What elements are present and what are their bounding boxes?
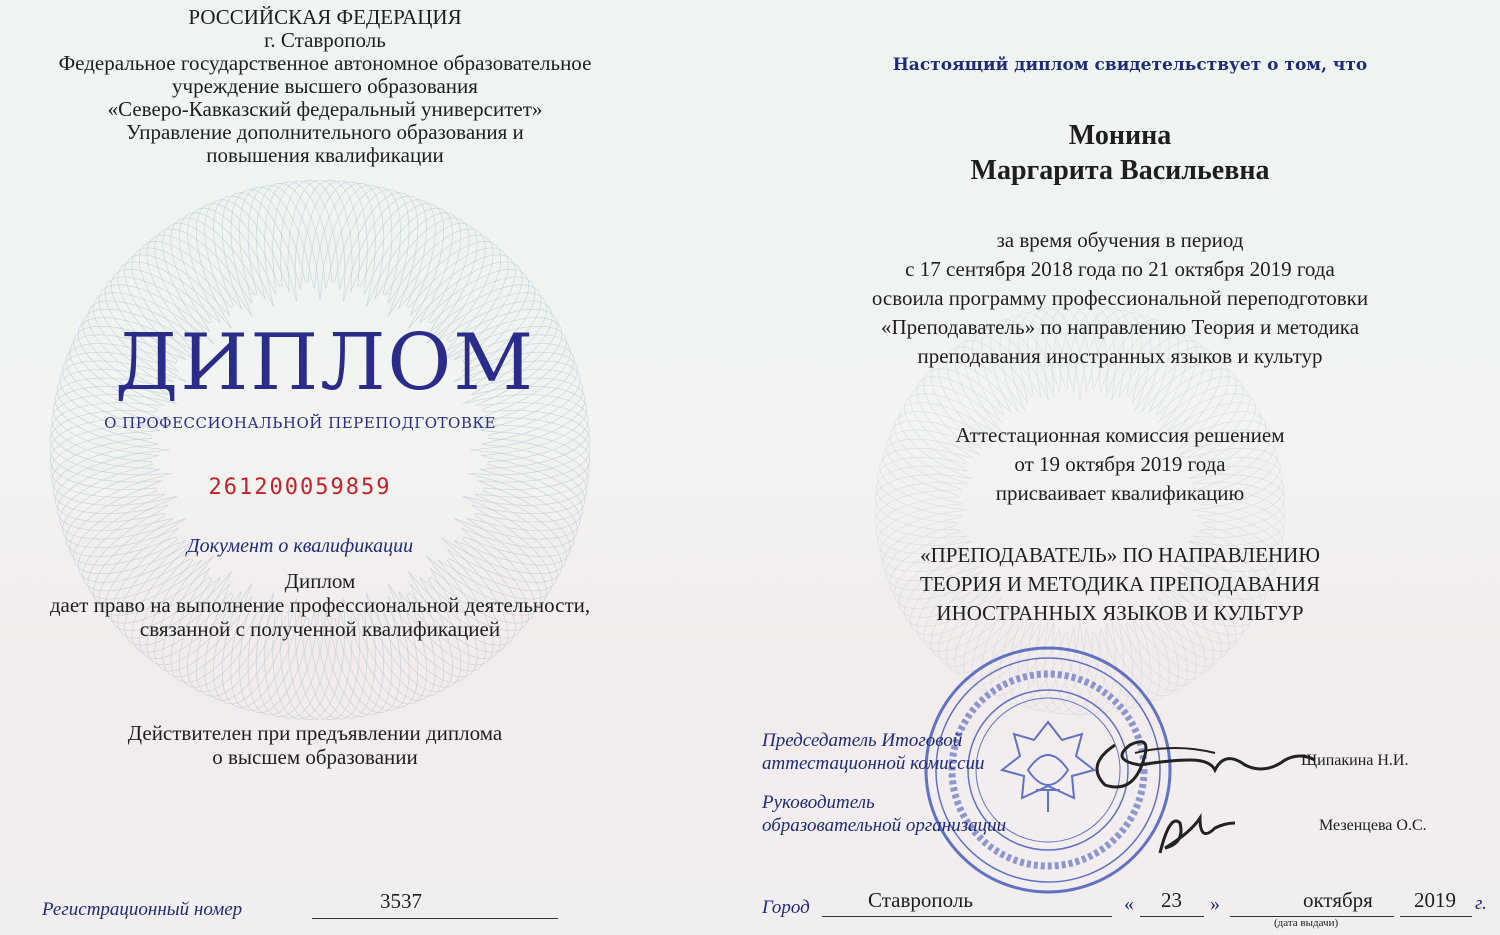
chair-name: Щипакина Н.И. — [1301, 752, 1409, 769]
study-line: освоила программу профессиональной переподготовки — [871, 286, 1369, 310]
header-org-line2: учреждение высшего образования — [172, 74, 478, 98]
intro-text: Настоящий диплом свидетельствует о том, что — [892, 55, 1368, 75]
document-title: ДИПЛОМ — [114, 318, 536, 408]
commission-line: от 19 октября 2019 года — [1014, 452, 1226, 476]
rights-line: связанной с полученной квалификацией — [139, 617, 501, 641]
date-open-quote: « — [1124, 893, 1134, 915]
head-signature-label — [762, 791, 1006, 837]
issue-month: октября — [1303, 888, 1373, 912]
validity-line: Действителен при предъявлении диплома — [127, 721, 503, 745]
city-value: Ставрополь — [868, 888, 973, 912]
study-line: «Преподаватель» по направлению Теория и методика — [880, 315, 1360, 339]
date-close-quote: » — [1210, 893, 1220, 915]
qualification-line: ИНОСТРАННЫХ ЯЗЫКОВ И КУЛЬТУР — [936, 601, 1304, 625]
registration-number: 3537 — [380, 889, 422, 913]
study-line: с 17 сентября 2018 года по 21 октября 2019 года — [905, 257, 1335, 281]
guilloche-rosette-left — [40, 170, 600, 730]
year-underline — [1400, 916, 1472, 917]
header-university: «Северо-Кавказский федеральный университет» — [107, 97, 543, 121]
header-department-line2: повышения квалификации — [206, 143, 444, 167]
chair-label-line: Председатель Итоговой — [762, 730, 963, 751]
qualification-line: «ПРЕПОДАВАТЕЛЬ» ПО НАПРАВЛЕНИЮ — [920, 543, 1320, 567]
chair-label-line: аттестационной комиссии — [762, 753, 985, 774]
issue-date-note: (дата выдачи) — [1274, 917, 1339, 929]
qualification-awarded — [740, 541, 1500, 628]
head-label-line: образовательной организации — [762, 815, 1007, 836]
registration-underline — [312, 918, 558, 919]
registration-label: Регистрационный номер — [42, 899, 243, 920]
recipient-name — [740, 118, 1500, 188]
head-name: Мезенцева О.С. — [1319, 817, 1427, 834]
document-subtitle: О ПРОФЕССИОНАЛЬНОЙ ПЕРЕПОДГОТОВКЕ — [104, 414, 496, 432]
commission-line: Аттестационная комиссия решением — [955, 423, 1285, 447]
recipient-given-names: Маргарита Васильевна — [970, 155, 1270, 186]
header-department-line1: Управление дополнительного образования и — [126, 120, 524, 144]
header-org-line1: Федеральное государственное автономное образовательное — [58, 51, 592, 75]
issue-year: 2019 — [1414, 888, 1456, 912]
chair-signature-label — [762, 729, 985, 775]
city-underline — [822, 916, 1112, 917]
serial-number: 261200059859 — [208, 475, 392, 500]
validity-line: о высшем образовании — [212, 745, 418, 769]
validity-text — [0, 721, 630, 769]
issue-day: 23 — [1161, 888, 1182, 912]
header-city: г. Ставрополь — [264, 28, 386, 52]
study-line: преподавания иностранных языков и культур — [917, 344, 1323, 368]
study-line: за время обучения в период — [996, 228, 1244, 252]
recipient-surname: Монина — [1068, 120, 1172, 151]
day-underline — [1140, 916, 1204, 917]
commission-line: присваивает квалификацию — [995, 481, 1245, 505]
rights-text — [0, 569, 640, 641]
rights-line: Диплом — [284, 569, 356, 593]
header-country: РОССИЙСКАЯ ФЕДЕРАЦИЯ — [188, 5, 462, 29]
issuer-header — [0, 6, 650, 167]
head-label-line: Руководитель — [762, 792, 875, 813]
qualification-line: ТЕОРИЯ И МЕТОДИКА ПРЕПОДАВАНИЯ — [919, 572, 1321, 596]
city-label: Город — [762, 897, 810, 918]
year-suffix: г. — [1475, 893, 1487, 914]
commission-text — [740, 421, 1500, 508]
rights-line: дает право на выполнение профессиональной деятельности, — [49, 593, 591, 617]
study-text — [740, 226, 1500, 371]
qualification-doc-label: Документ о квалификации — [186, 535, 414, 557]
